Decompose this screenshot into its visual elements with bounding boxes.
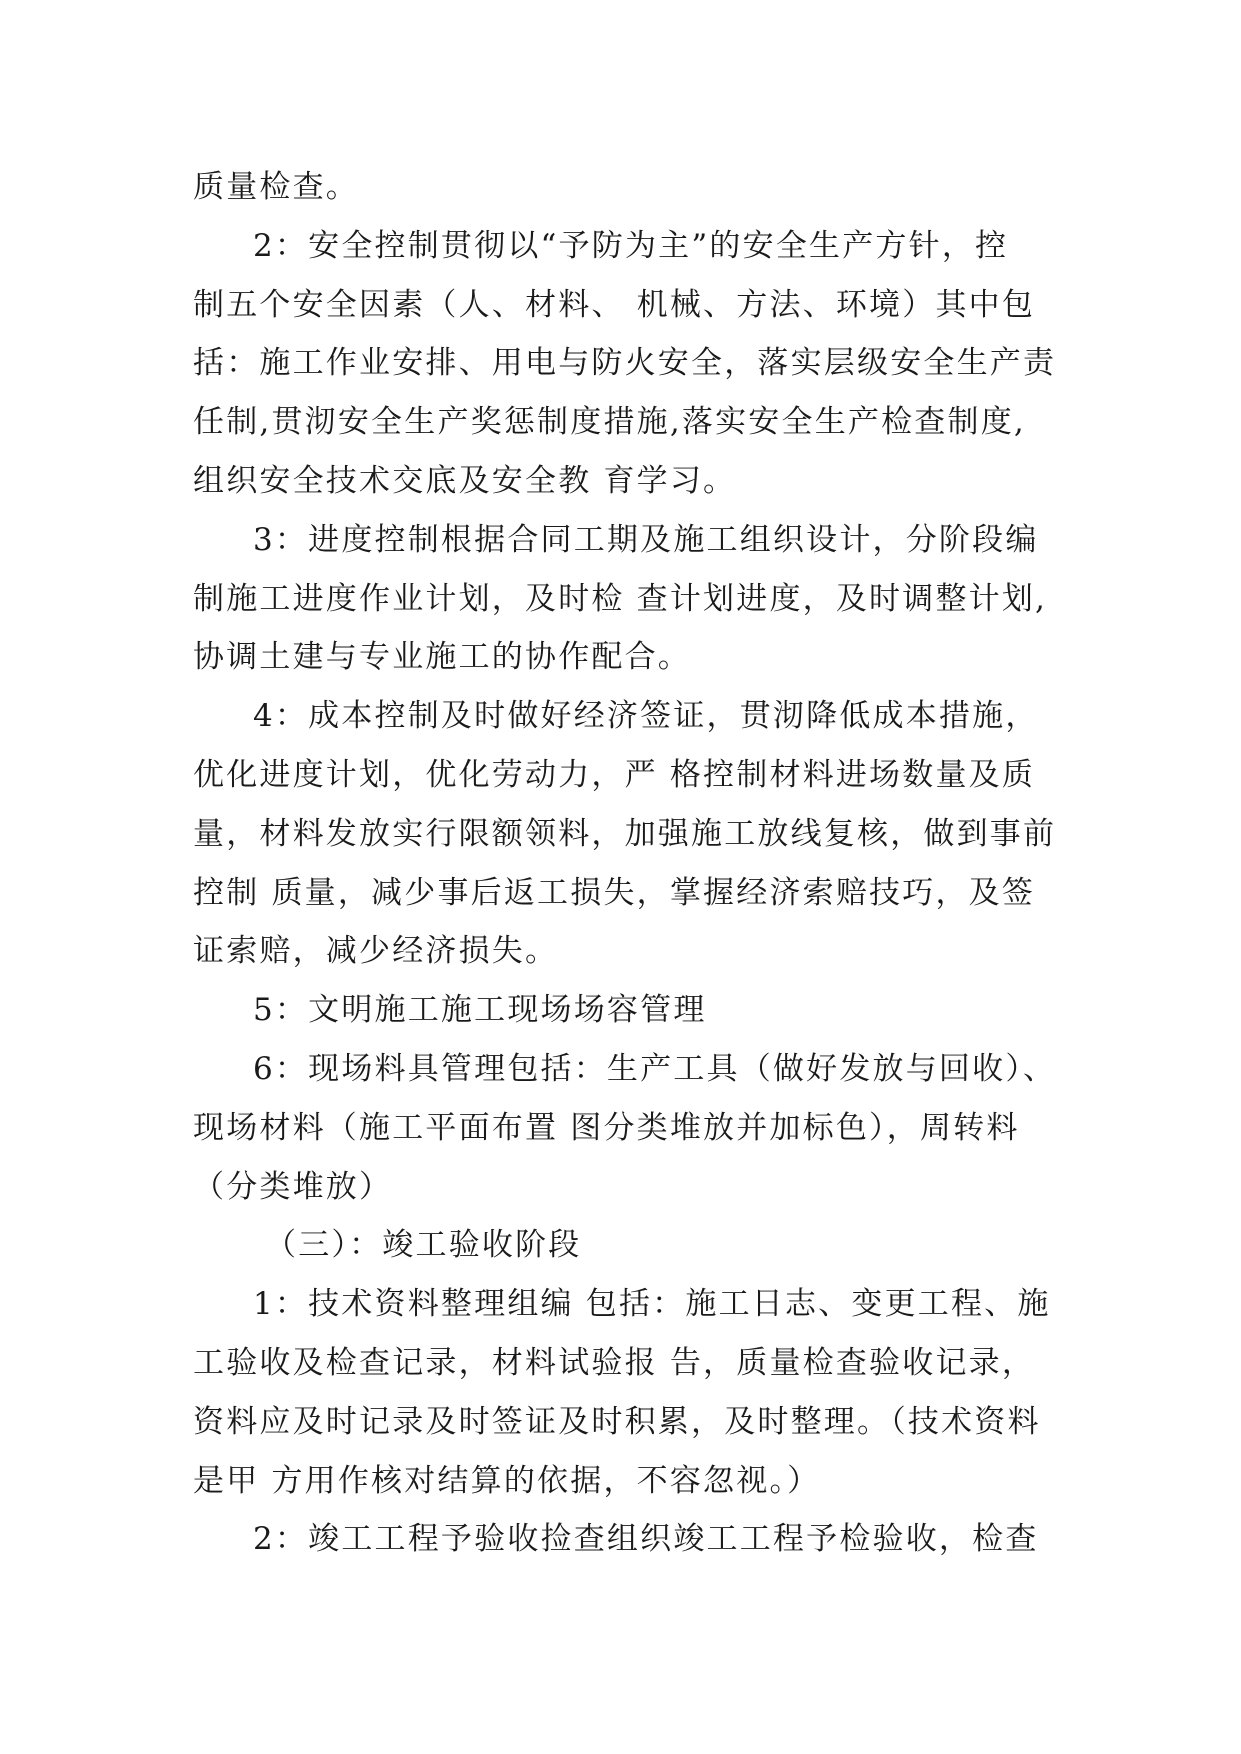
text-line: 工验收及检查记录，材料试验报 告，质量检查验收记录， xyxy=(193,1344,1036,1381)
text-line: 制五个安全因素（人、材料、 机械、方法、环境）其中包 xyxy=(193,286,1036,323)
text-line: 质量检查。 xyxy=(193,169,359,205)
text-line: 3：进度控制根据合同工期及施工组织设计，分阶段编 xyxy=(253,521,1039,558)
text-line: 括：施工作业安排、用电与防火安全，落实层级安全生产责 xyxy=(193,345,1057,382)
text-line: （分类堆放） xyxy=(193,1168,393,1205)
text-line: 组织安全技术交底及安全教 育学习。 xyxy=(193,462,737,499)
text-line: 协调土建与专业施工的协作配合。 xyxy=(193,639,691,676)
text-line: 5：文明施工施工现场场容管理 xyxy=(253,992,707,1029)
text-line: 控制 质量，减少事后返工损失，掌握经济索赔技巧，及签 xyxy=(193,874,1036,911)
text-line: 优化进度计划，优化劳动力，严 格控制材料进场数量及质 xyxy=(193,756,1036,793)
text-line: 量，材料发放实行限额领料，加强施工放线复核，做到事前 xyxy=(193,815,1057,852)
text-line: 资料应及时记录及时签证及时积累，及时整理。（技术资料 xyxy=(193,1403,1041,1440)
text-line: 是甲 方用作核对结算的依据，不容忽视。） xyxy=(193,1462,821,1499)
text-line: 证索赔，减少经济损失。 xyxy=(193,933,559,970)
text-line: 现场材料（施工平面布置 图分类堆放并加标色），周转料 xyxy=(193,1109,1020,1146)
text-line: 1：技术资料整理组编 包括：施工日志、变更工程、施 xyxy=(253,1286,1051,1323)
text-line: 4：成本控制及时做好经济签证，贯沏降低成本措施， xyxy=(253,698,1039,735)
text-line: 2：竣工工程予验收捡查组织竣工工程予检验收，检查 xyxy=(253,1521,1039,1558)
document-body xyxy=(193,158,1073,1569)
text-line: 任制,贯沏安全生产奖惩制度措施,落实安全生产检查制度, xyxy=(193,404,1026,441)
text-line: 制施工进度作业计划，及时检 查计划进度，及时调整计划, xyxy=(193,580,1048,617)
text-line: 6：现场料具管理包括：生产工具（做好发放与回收）、 xyxy=(253,1050,1057,1087)
text-line: 2：安全控制贯彻以“予防为主”的安全生产方针，控 xyxy=(253,227,1009,264)
section-heading: （三）：竣工验收阶段 xyxy=(265,1227,582,1264)
